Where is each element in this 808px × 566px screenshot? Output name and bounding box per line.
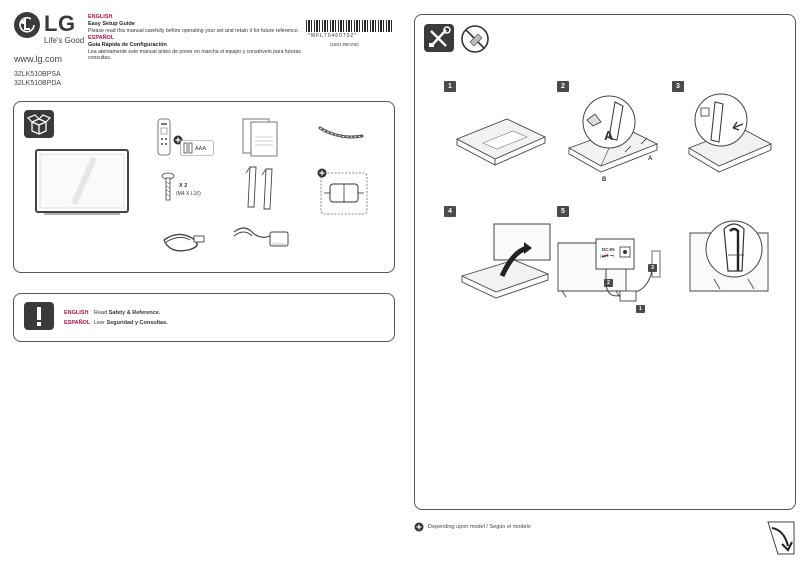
power-step-badge: 2 [604,279,613,287]
manual-icon [241,117,281,157]
lg-logo-icon [14,12,40,38]
power-cord-icon [158,228,208,254]
step-badge: 5 [557,206,569,217]
step3-screw-stand-illustration [685,92,775,182]
spanish-title: Guía Rápida de Configuración [88,42,167,48]
ferrite-core-box [320,170,368,216]
tv-illustration [34,148,130,218]
power-step-badge: 1 [636,305,645,313]
screw-icon [161,172,175,202]
spanish-text: Lea atentamente este manual antes de poner en marcha el equipo y consérvelo para futuras consultas. [88,49,301,61]
website-link[interactable]: www.lg.com [14,54,63,64]
dc-volts-label: (19 V ⎓) [600,254,615,258]
callout-b: B [602,177,607,183]
plus-icon [317,168,327,178]
step4-tv-upright-illustration [458,220,554,300]
cable-holder-icon [318,124,364,142]
callout-a: A [604,128,614,143]
page-turn-icon [764,518,798,558]
step1-tv-facedown-illustration [455,115,547,171]
step-badge: 1 [444,81,456,92]
plus-icon [414,522,424,532]
power-step-badge: 3 [648,264,657,272]
ac-adapter-icon [230,222,292,252]
screws-quantity: X 2 [179,183,188,189]
remote-icon [157,118,171,156]
brand-tagline: Life's Good [44,36,85,45]
warning-english-text [94,310,160,316]
model-number: 32LK510BPSA [14,71,61,78]
dc-in-label: DC-IN [602,247,615,252]
stand-legs-icon [244,165,280,211]
warning-spanish-text [94,320,168,326]
barcode [306,20,392,32]
model-number: 32LK510BPDA [14,80,62,87]
english-text: Please read this manual carefully before operating your set and retain it for future reference. [88,28,300,34]
step-badge: 3 [672,81,684,92]
barcode-number: *MFL70460702* [308,33,358,39]
step-badge: 4 [444,206,456,217]
warning-english-label: ENGLISH [64,310,89,316]
brand-logo: LG [44,11,76,36]
step-badge: 2 [557,81,569,92]
battery-label: AAA [195,146,207,152]
english-label: ENGLISH [88,14,113,20]
step5-power-connection-illustration [556,225,660,315]
warning-spanish-prefix: Leer [94,320,107,326]
warning-english-prefix: Read [94,310,109,316]
callout-a-small: A [648,156,653,162]
safety-panel [13,293,395,342]
screws-spec: (M4 X L16) [176,191,201,197]
step5-cable-holder-illustration [688,215,770,305]
box-contents-icon [24,110,54,138]
footnote-text: Depending upon model / Según el modelo [428,524,531,530]
warning-spanish-label: ESPAÑOL [64,320,91,326]
warning-exclamation-icon [24,302,54,330]
tools-icon [424,24,454,52]
english-title: Easy Setup Guide [88,21,135,27]
safety-reference-title: Safety & Reference. [108,310,161,316]
no-drill-icon [460,24,490,54]
spanish-label: ESPAÑOL [88,35,115,41]
barcode-revision: (1801-REV00) [330,42,359,47]
seguridad-consultas-title: Seguridad y Consultas. [106,320,168,326]
